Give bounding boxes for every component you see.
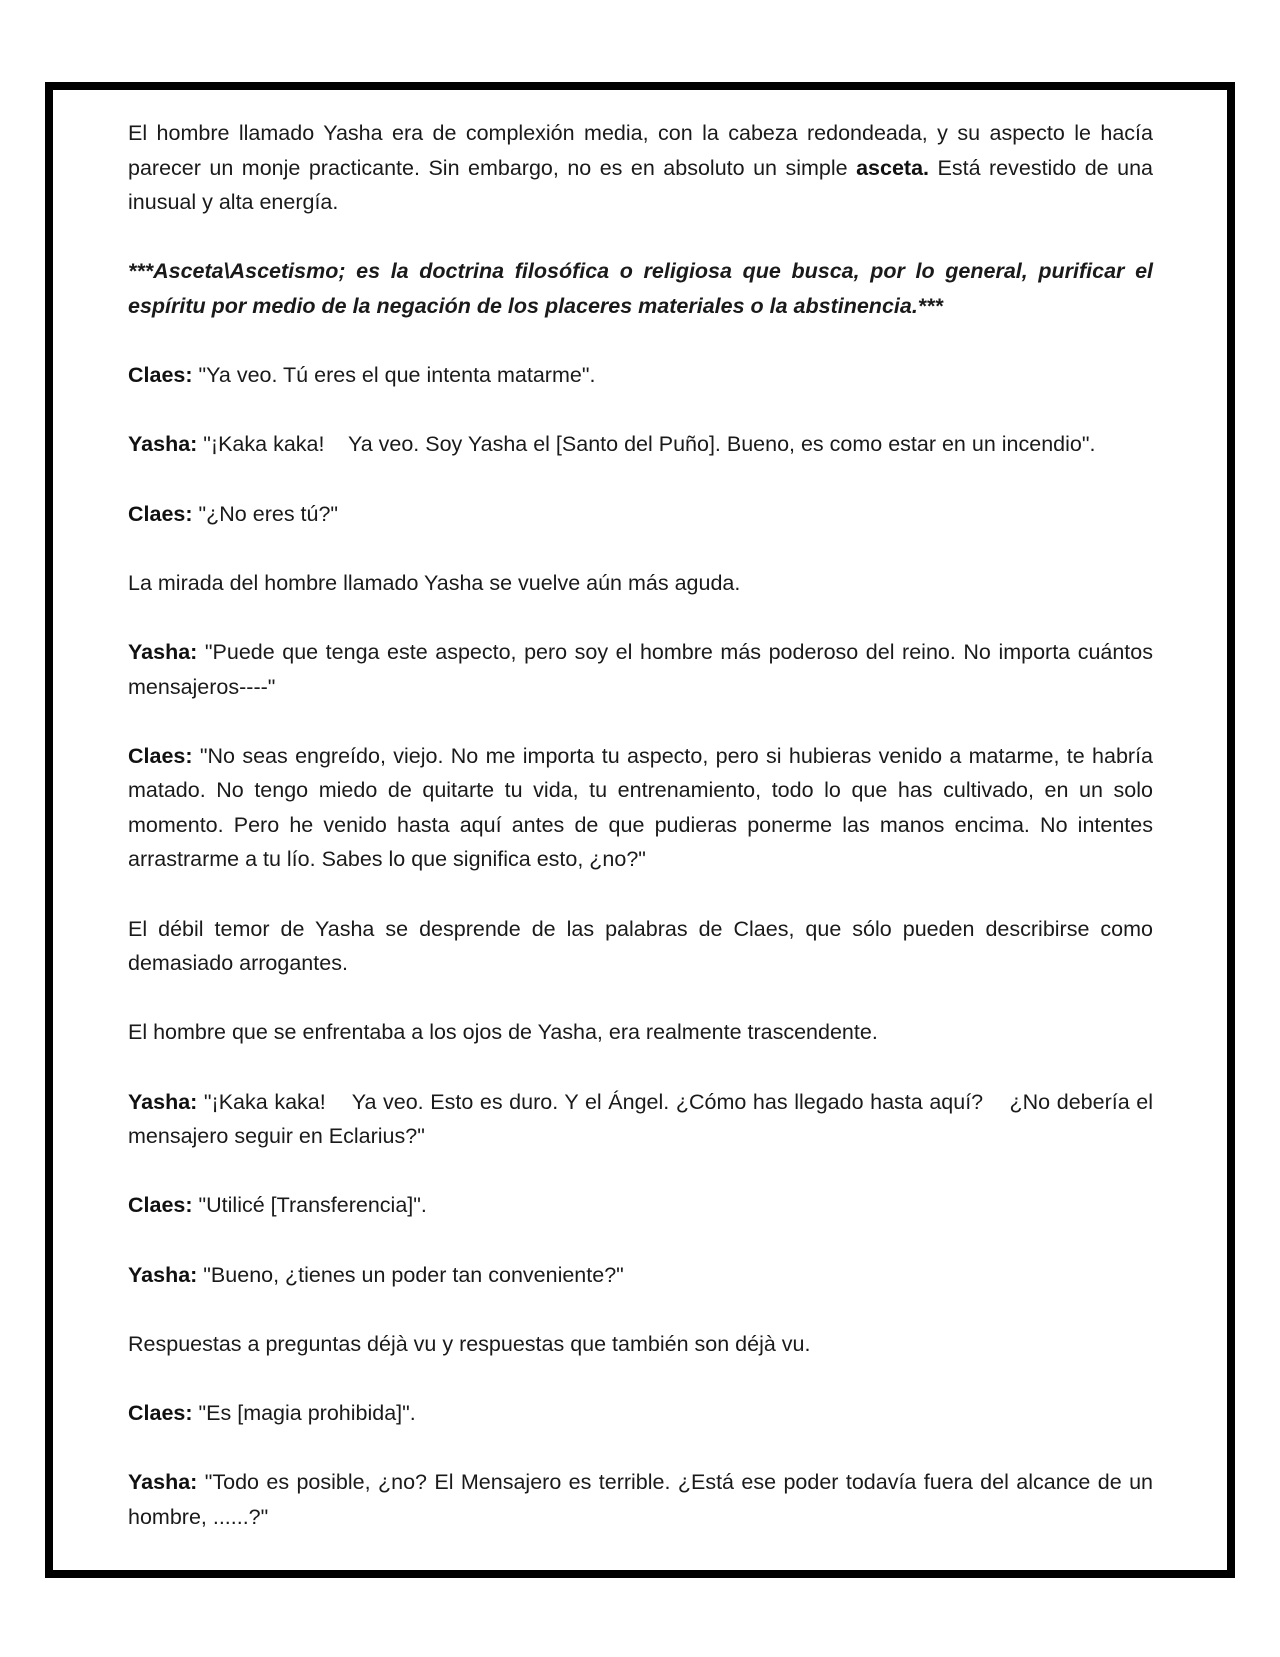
dialogue-line xyxy=(128,739,1153,877)
dialogue-text: "Bueno, ¿tienes un poder tan conveniente?" xyxy=(197,1262,624,1287)
dialogue-line xyxy=(128,635,1153,704)
speaker-name: Yasha: xyxy=(128,1089,198,1114)
dialogue-line xyxy=(128,1465,1153,1534)
speaker-name: Yasha: xyxy=(128,432,198,457)
dialogue-line xyxy=(128,1258,1153,1293)
narration-paragraph xyxy=(128,116,1153,220)
dialogue-text: "Utilicé [Transferencia]". xyxy=(192,1193,427,1218)
bold-term: asceta. xyxy=(856,155,930,180)
speaker-name: Claes: xyxy=(128,1400,193,1425)
document-body xyxy=(128,116,1159,1534)
dialogue-text: "No seas engreído, viejo. No me importa tu aspecto, pero si hubieras venido a matarme, te habría matado. No tengo miedo de quitarte tu vida, tu entrenamiento, todo lo que has cultivado, en un solo momento. Pero he venido hasta aquí antes de que pudieras ponerme las manos encima. No intentes arrastrarme a tu lío. Sabes lo que significa esto, ¿no?" xyxy=(128,743,1153,872)
narration-paragraph: Respuestas a preguntas déjà vu y respuestas que también son déjà vu. xyxy=(128,1331,811,1356)
dialogue-text: "Todo es posible, ¿no? El Mensajero es terrible. ¿Está ese poder todavía fuera del alcance de un hombre, ......?" xyxy=(128,1470,1153,1529)
footnote-definition: ***Asceta\Ascetismo; es la doctrina filosófica o religiosa que busca, por lo general, purificar el espíritu por medio de la negación de los placeres materiales o la abstinencia.*** xyxy=(128,259,1153,318)
dialogue-line xyxy=(128,1188,1153,1223)
text: El hombre llamado Yasha era de complexión media, con la cabeza redondeada, y su aspecto le hacía parecer un monje practicante. Sin embargo, no es en absoluto un simple xyxy=(128,121,1153,180)
dialogue-line xyxy=(128,358,1153,393)
dialogue-text: "Puede que tenga este aspecto, pero soy el hombre más poderoso del reino. No importa cuántos mensajeros----" xyxy=(128,639,1153,699)
speaker-name: Yasha: xyxy=(128,639,198,664)
narration-paragraph: La mirada del hombre llamado Yasha se vuelve aún más aguda. xyxy=(128,570,741,595)
dialogue-text: "Es [magia prohibida]". xyxy=(192,1400,416,1425)
dialogue-text: "Ya veo. Tú eres el que intenta matarme". xyxy=(192,363,596,388)
dialogue-line xyxy=(128,427,1153,462)
speaker-name: Yasha: xyxy=(128,1262,198,1287)
narration-paragraph: El hombre que se enfrentaba a los ojos de Yasha, era realmente trascendente. xyxy=(128,1020,878,1045)
dialogue-line xyxy=(128,1396,1153,1431)
speaker-name: Claes: xyxy=(128,743,193,768)
dialogue-text: "¡Kaka kaka! Ya veo. Esto es duro. Y el Ángel. ¿Cómo has llegado hasta aquí? ¿No debería el mensajero seguir en Eclarius?" xyxy=(128,1089,1159,1149)
text: Está revestido de una inusual y alta energía. xyxy=(128,155,1153,215)
speaker-name: Claes: xyxy=(128,501,193,526)
dialogue-line xyxy=(128,1085,1159,1154)
narration-paragraph: El débil temor de Yasha se desprende de las palabras de Claes, que sólo pueden describirse como demasiado arrogantes. xyxy=(128,916,1153,976)
speaker-name: Claes: xyxy=(128,1193,193,1218)
dialogue-line xyxy=(128,497,1153,532)
dialogue-text: "¡Kaka kaka! Ya veo. Soy Yasha el [Santo del Puño]. Bueno, es como estar en un incendio". xyxy=(197,432,1096,457)
speaker-name: Yasha: xyxy=(128,1470,198,1495)
dialogue-text: "¿No eres tú?" xyxy=(192,501,339,526)
speaker-name: Claes: xyxy=(128,363,193,388)
